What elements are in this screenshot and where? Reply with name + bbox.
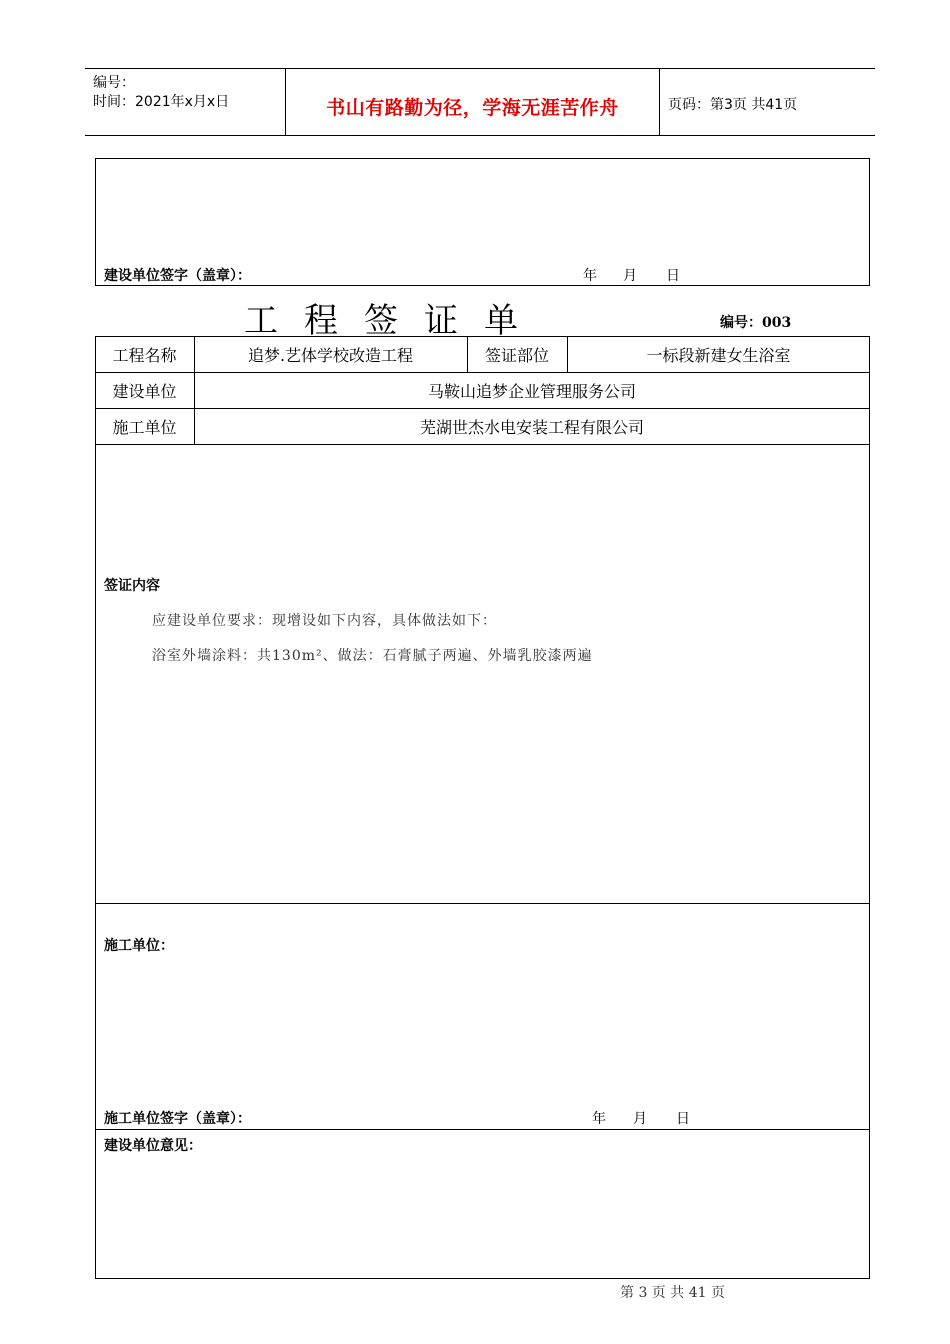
visa-part-label: 签证部位	[484, 345, 549, 365]
project-name-label: 工程名称	[112, 345, 177, 365]
form-title: 工程签证单	[244, 301, 544, 341]
contractor-signature-label: 施工单位签字（盖章）：	[104, 1111, 251, 1127]
header-motto: 书山有路勤为径，学海无涯苦作舟	[326, 97, 619, 119]
header-top-rule	[85, 68, 875, 69]
prev-day-label: 日	[666, 268, 680, 284]
contractor-month-label: 月	[633, 1111, 647, 1127]
visa-content-heading: 签证内容	[104, 578, 160, 594]
prev-year-label: 年	[583, 268, 597, 284]
row-divider-3	[95, 444, 870, 445]
contractor-year-label: 年	[592, 1111, 606, 1127]
owner-unit-label: 建设单位	[112, 381, 177, 401]
prev-month-label: 月	[623, 268, 637, 284]
main-form-table	[95, 336, 870, 1279]
prev-owner-signature-label: 建设单位签字（盖章）：	[104, 268, 251, 284]
row-divider-5	[95, 1129, 870, 1130]
visa-content-line-1: 应建设单位要求：现增设如下内容，具体做法如下：	[152, 613, 497, 629]
contractor-section-heading: 施工单位：	[104, 938, 174, 954]
contractor-unit-value: 芜湖世杰水电安装工程有限公司	[419, 417, 644, 437]
header-bottom-rule	[85, 135, 875, 136]
contractor-unit-label: 施工单位	[112, 417, 177, 437]
contractor-day-label: 日	[676, 1111, 690, 1127]
footer-page-number: 第 3 页 共 41 页	[620, 1285, 725, 1301]
owner-opinion-heading: 建设单位意见：	[104, 1138, 202, 1154]
header-divider-right	[659, 68, 660, 135]
header-number-label: 编号：	[93, 75, 135, 91]
visa-part-value: 一标段新建女生浴室	[646, 345, 791, 365]
header-time-label: 时间：2021年x月x日	[93, 94, 230, 110]
visa-content-line-2: 浴室外墙涂料：共130m²、做法：石膏腻子两遍、外墙乳胶漆两遍	[152, 648, 593, 664]
header-page-label: 页码：第3页 共41页	[668, 97, 798, 113]
row-divider-4	[95, 903, 870, 904]
owner-unit-value: 马鞍山追梦企业管理服务公司	[427, 381, 636, 401]
form-number: 编号：003	[720, 315, 792, 331]
project-name-value: 追梦.艺体学校改造工程	[247, 345, 414, 365]
